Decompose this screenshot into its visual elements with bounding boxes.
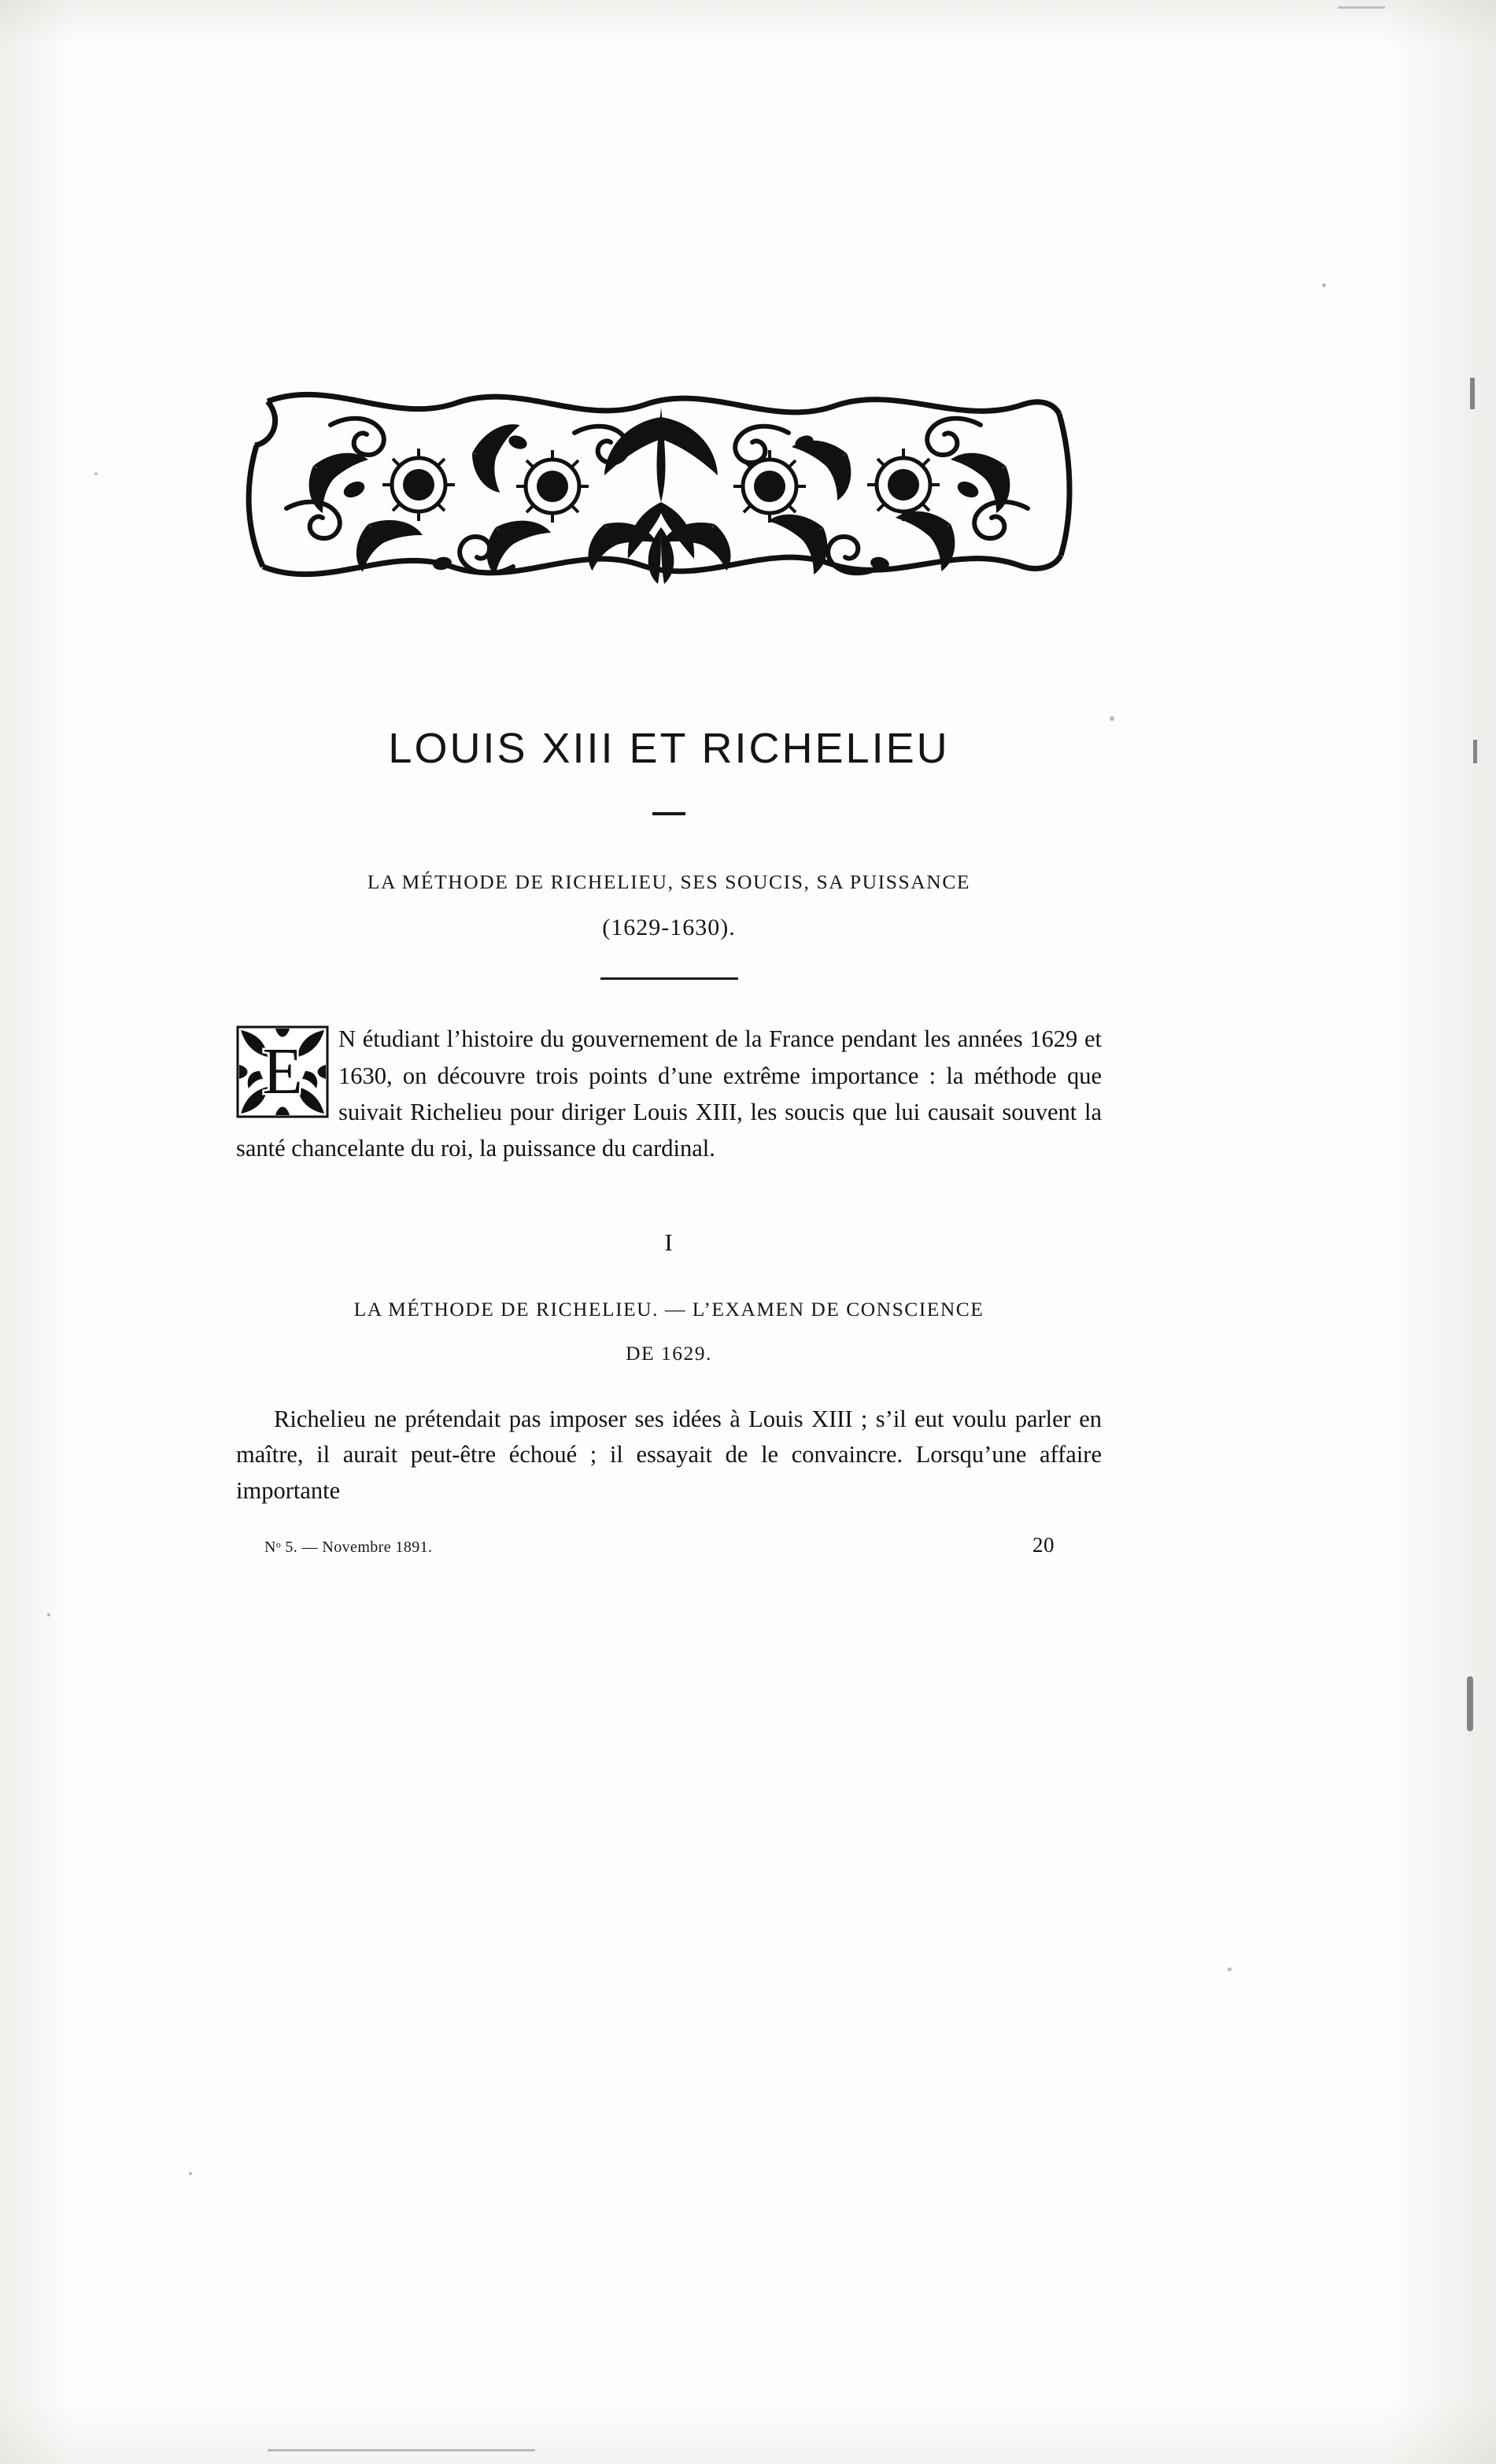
section-paragraph: Richelieu ne prétendait pas imposer ses idées à Louis XIII ; s’il eut voulu parler en maître, il aurait peut-être échoué ; il essayait de le convaincre. Lorsqu’une affaire importante: [236, 1405, 1102, 1505]
scan-speck-5: [1110, 716, 1114, 721]
article-subtitle-dates: (1629-1630).: [602, 914, 736, 941]
article-subtitle: LA MÉTHODE DE RICHELIEU, SES SOUCIS, SA PUISSANCE: [367, 870, 971, 894]
scan-artifact-right-edge-2: [1473, 740, 1477, 763]
footer-issue-line: Nᵒ 5. — Novembre 1891.: [264, 1539, 433, 1557]
scan-artifact-right-edge-3: [1467, 1676, 1473, 1731]
scan-speck-1: [94, 472, 98, 475]
page-title: LOUIS XIII ET RICHELIEU: [388, 725, 950, 772]
section-heading-line-1: LA MÉTHODE DE RICHELIEU. — L’EXAMEN DE CONSCIENCE: [353, 1297, 984, 1321]
scan-shadow-bottom: [0, 2401, 1496, 2464]
scan-speck-3: [1228, 1967, 1232, 1971]
scan-shadow-left: [0, 0, 71, 2464]
scan-shadow-right: [1386, 0, 1496, 2464]
scan-artifact-bottom: [268, 2449, 535, 2451]
section-heading-line-2: DE 1629.: [626, 1341, 712, 1365]
scan-speck-6: [47, 1613, 50, 1616]
section-number: I: [664, 1228, 674, 1256]
page-number: 20: [1032, 1533, 1055, 1557]
scan-artifact-right-edge-1: [1470, 378, 1475, 409]
intro-paragraph-block: [236, 1021, 1102, 1166]
title-divider-dash: [236, 801, 1102, 815]
illuminated-initial-icon: [236, 1025, 329, 1118]
page-text-block: [236, 0, 1102, 1557]
scan-speck-4: [189, 2172, 192, 2175]
dropcap-letter: E: [262, 1035, 303, 1109]
scan-artifact-top-right: [1338, 6, 1385, 9]
intro-paragraph: N étudiant l’histoire du gouvernement de la France pendant les années 1629 et 1630, on découvre trois points d’une extrême importance : la méthode que suivait Richelieu pour diriger Louis XIII, les soucis que lui causait souvent la santé chancelante du roi, la puissance du cardinal.: [236, 1025, 1102, 1162]
scan-speck-2: [1322, 283, 1326, 287]
page-footer: [236, 1533, 1102, 1557]
section-divider-rule: [600, 977, 738, 980]
floral-headpiece-ornament: [236, 370, 1086, 606]
